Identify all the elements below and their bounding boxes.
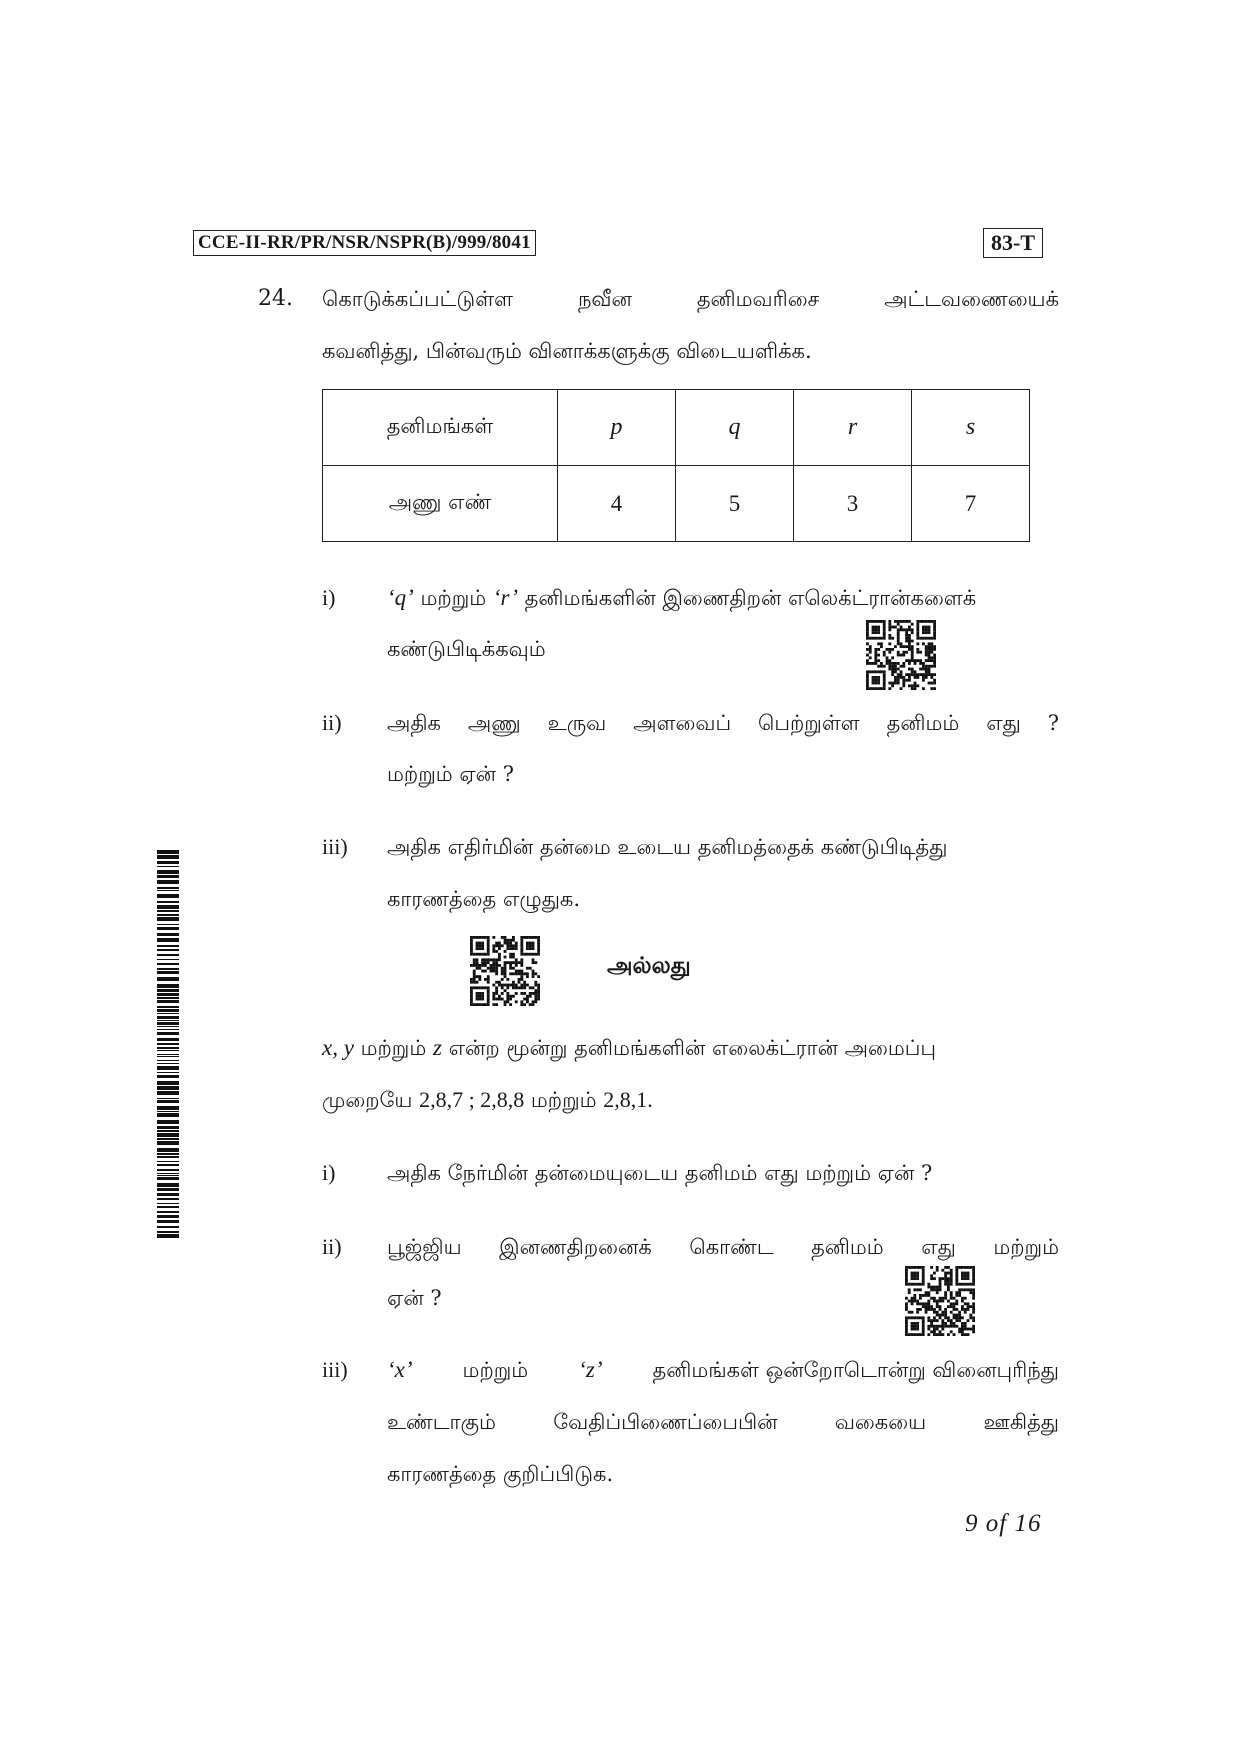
- electron-configurations: 2,8,7 ; 2,8,8: [419, 1087, 525, 1112]
- atomic-number-r: 3: [794, 466, 912, 542]
- sub-question-number: ii): [322, 710, 342, 735]
- conjunction: மற்றும்: [360, 1036, 427, 1060]
- element-p: p: [558, 390, 676, 466]
- sub-question-b3-line-2: உண்டாகும் வேதிப்பிணைப்பைபின் வகையை ஊகித்து: [387, 1410, 1059, 1434]
- alt-intro-line-2: [322, 1085, 653, 1115]
- sub-question-b3-line-1: [387, 1355, 1059, 1385]
- qr-code-icon: [866, 620, 936, 690]
- element-s: s: [912, 390, 1030, 466]
- sub-question-b2-line-2: ஏன் ?: [387, 1286, 442, 1310]
- sub-question-a3-line-1: அதிக எதிர்மின் தன்மை உடைய தனிமத்தைக் கண்டுபிடித்து: [387, 835, 948, 859]
- qr-code-icon: [905, 1266, 975, 1336]
- atomic-number-header: அணு எண்: [323, 466, 558, 542]
- element-row: [323, 390, 1030, 466]
- elements-header: தனிமங்கள்: [323, 390, 558, 466]
- variable-z: z: [432, 1035, 442, 1060]
- sub-question-a1-line-1: [387, 583, 976, 613]
- qr-code-icon: [470, 936, 540, 1006]
- element-quote: ‘x’: [387, 1357, 413, 1382]
- sub-question-text: தனிமங்கள் ஒன்றோடொன்று வினைபுரிந்து: [652, 1358, 1059, 1382]
- sub-question-number: i): [322, 1160, 336, 1185]
- sub-question-number: ii): [322, 1234, 342, 1259]
- barcode-icon: [157, 850, 179, 1240]
- paper-id: 83-T: [983, 228, 1043, 258]
- variables-xy: x, y: [322, 1035, 354, 1060]
- question-intro-line-1: கொடுக்கப்பட்டுள்ள நவீன தனிமவரிசை அட்டவணையைக்: [322, 287, 1059, 311]
- page-of: of: [985, 1510, 1008, 1537]
- atomic-number-s: 7: [912, 466, 1030, 542]
- conjunction: மற்றும்: [530, 1088, 597, 1112]
- conjunction: மற்றும்: [420, 586, 487, 610]
- sub-question-b2-line-1: பூஜ்ஜிய இனணதிறனைக் கொண்ட தனிமம் எது மற்றும்: [387, 1235, 1059, 1259]
- conjunction: மற்றும்: [462, 1358, 529, 1382]
- element-table: [322, 389, 1030, 542]
- sub-question-b3-line-3: காரணத்தை குறிப்பிடுக.: [387, 1462, 614, 1486]
- element-quote: ‘q’: [387, 585, 414, 610]
- sub-question-number: i): [322, 585, 336, 610]
- sub-question-a1-line-2: கண்டுபிடிக்கவும்: [387, 637, 546, 661]
- sub-question-a2-line-2: மற்றும் ஏன் ?: [387, 762, 514, 786]
- sub-question-a3-line-2: காரணத்தை எழுதுக.: [387, 887, 581, 911]
- sub-question-text: தனிமங்களின் இணைதிறன் எலெக்ட்ரான்களைக்: [524, 586, 977, 610]
- element-quote: ‘r’: [492, 585, 518, 610]
- alt-intro-line-1: [322, 1033, 936, 1063]
- or-label: அல்லது: [607, 952, 691, 979]
- respectively: முறையே: [322, 1088, 413, 1112]
- atomic-number-p: 4: [558, 466, 676, 542]
- question-intro-line-2: கவனித்து, பின்வரும் வினாக்களுக்கு விடையளிக்க.: [322, 339, 812, 363]
- element-q: q: [676, 390, 794, 466]
- sub-question-a2-line-1: அதிக அணு உருவ அளவைப் பெற்றுள்ள தனிமம் எது ?: [387, 711, 1059, 735]
- page-current: 9: [965, 1510, 979, 1537]
- page-number: [965, 1510, 1041, 1538]
- atomic-number-q: 5: [676, 466, 794, 542]
- page-total: 16: [1014, 1510, 1042, 1537]
- exam-code: CCE-II-RR/PR/NSR/NSPR(B)/999/8041: [193, 230, 536, 256]
- element-quote: ‘z’: [578, 1357, 603, 1382]
- sub-question-number: iii): [322, 1357, 348, 1382]
- question-number: 24.: [258, 286, 293, 311]
- electron-configuration-last: 2,8,1.: [603, 1087, 653, 1112]
- sub-question-number: iii): [322, 834, 348, 859]
- alt-intro-text: என்ற மூன்று தனிமங்களின் எலைக்ட்ரான் அமைப்பு: [448, 1036, 937, 1060]
- sub-question-b1-line-1: அதிக நேர்மின் தன்மையுடைய தனிமம் எது மற்றும் ஏன் ?: [387, 1161, 933, 1185]
- atomic-number-row: [323, 466, 1030, 542]
- element-r: r: [794, 390, 912, 466]
